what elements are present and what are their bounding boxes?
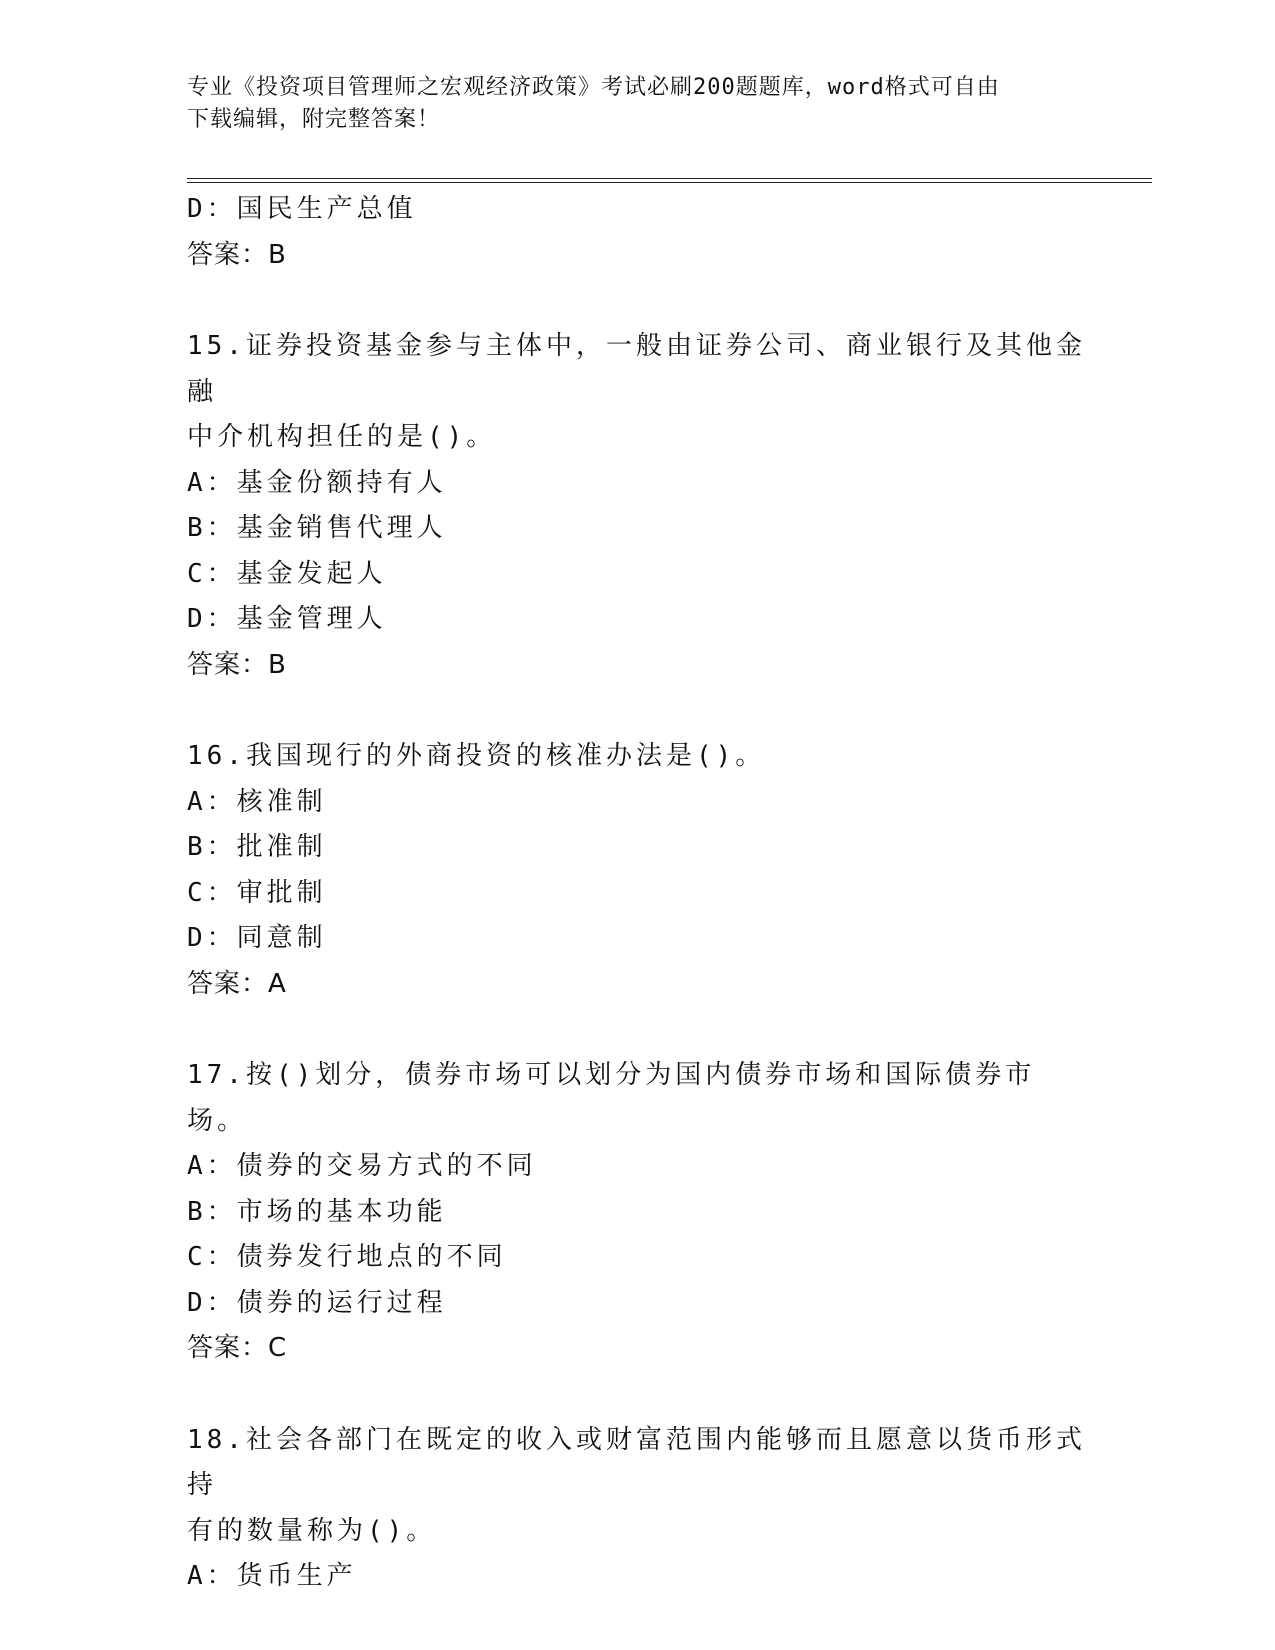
option-a: A：基金份额持有人 — [187, 467, 447, 498]
option-d: D：国民生产总值 — [187, 194, 417, 224]
answer-line: 答案：C — [187, 1333, 288, 1363]
question-text: 15.证券投资基金参与主体中，一般由证券公司、商业银行及其他金融 — [187, 331, 1086, 407]
answer-line: 答案：B — [187, 239, 287, 270]
option-b: B：基金销售代理人 — [187, 513, 447, 543]
option-b: B：批准制 — [187, 832, 327, 862]
option-d: D：债券的运行过程 — [187, 1287, 447, 1318]
option-c: C：债券发行地点的不同 — [187, 1242, 507, 1272]
question-14-fragment — [187, 187, 1087, 278]
option-c: C：审批制 — [187, 877, 327, 908]
option-a: A：债券的交易方式的不同 — [187, 1151, 537, 1181]
option-a: A：核准制 — [187, 786, 327, 817]
answer-line: 答案：A — [187, 968, 287, 999]
answer-line: 答案：B — [187, 649, 287, 680]
question-16 — [187, 734, 1087, 1007]
question-18 — [187, 1418, 1087, 1600]
option-d: D：同意制 — [187, 923, 327, 953]
option-c: C：基金发起人 — [187, 558, 387, 589]
header-line-2: 下载编辑，附完整答案！ — [187, 107, 441, 132]
question-text-cont: 有的数量称为()。 — [187, 1515, 437, 1546]
document-body — [187, 187, 1087, 1600]
option-b: B：市场的基本功能 — [187, 1196, 447, 1227]
option-a: A：货币生产 — [187, 1561, 357, 1591]
header-line-1: 专业《投资项目管理师之宏观经济政策》考试必刷200题题库，word格式可自由 — [187, 75, 1000, 100]
page-header — [187, 72, 1087, 136]
question-text: 16.我国现行的外商投资的核准办法是()。 — [187, 741, 766, 771]
question-text-cont: 中介机构担任的是()。 — [187, 422, 497, 452]
question-text: 18.社会各部门在既定的收入或财富范围内能够而且愿意以货币形式持 — [187, 1424, 1086, 1500]
option-d: D：基金管理人 — [187, 604, 387, 634]
header-divider — [187, 178, 1152, 183]
question-17 — [187, 1053, 1087, 1372]
question-15 — [187, 324, 1087, 688]
question-text: 17.按()划分，债券市场可以划分为国内债券市场和国际债券市场。 — [187, 1060, 1036, 1136]
